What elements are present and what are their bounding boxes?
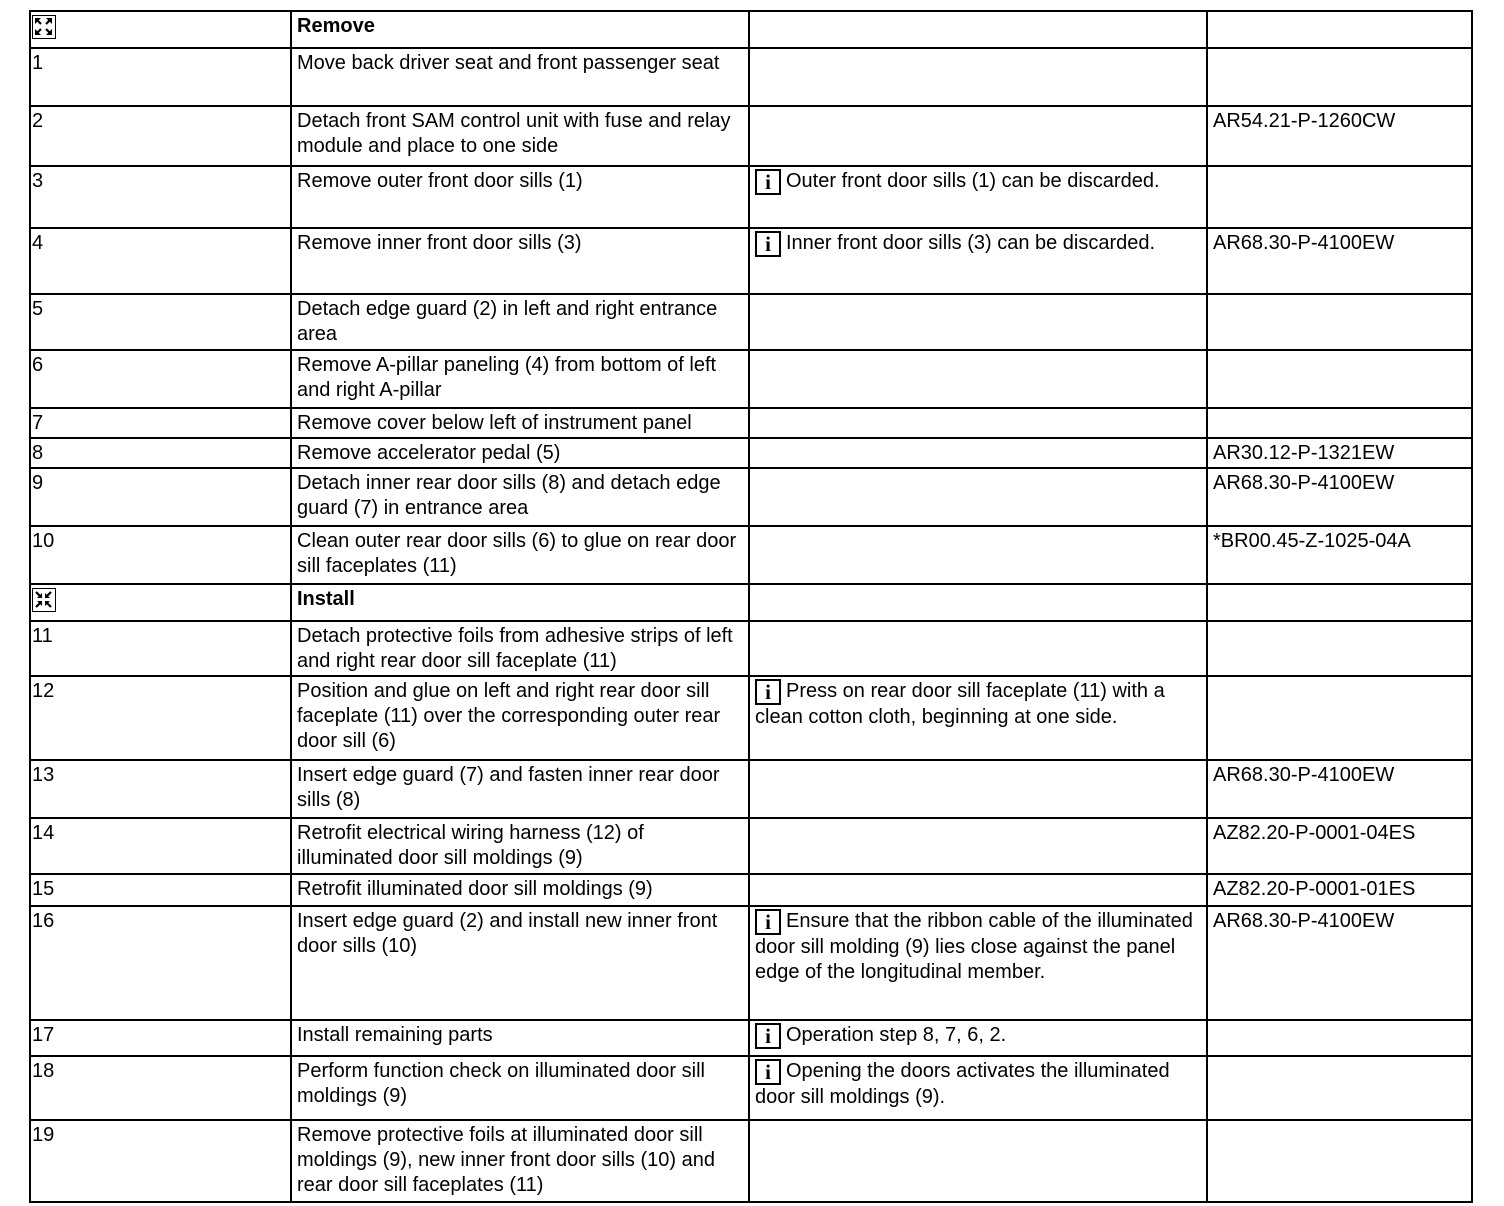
reference-link xyxy=(1207,166,1472,228)
reference-link[interactable]: AZ82.20-P-0001-04ES xyxy=(1207,818,1472,874)
step-number: 3 xyxy=(30,166,291,228)
table-row xyxy=(30,1020,1472,1056)
reference-link xyxy=(1207,1056,1472,1120)
reference-link[interactable]: *BR00.45-Z-1025-04A xyxy=(1207,526,1472,584)
reference-link[interactable]: AR68.30-P-4100EW xyxy=(1207,906,1472,1020)
step-text: Detach front SAM control unit with fuse and relay module and place to one side xyxy=(291,106,749,166)
step-number: 1 xyxy=(30,48,291,106)
step-number: 16 xyxy=(30,906,291,1020)
note-cell xyxy=(749,106,1207,166)
expand-arrows-icon xyxy=(32,15,56,39)
step-text: Install remaining parts xyxy=(291,1020,749,1056)
table-row xyxy=(30,1056,1472,1120)
table-row xyxy=(30,48,1472,106)
note-cell xyxy=(749,408,1207,438)
note-text: Outer front door sills (1) can be discarded. xyxy=(786,170,1160,192)
table-row xyxy=(30,350,1472,408)
reference-link[interactable]: AZ82.20-P-0001-01ES xyxy=(1207,874,1472,906)
step-text: Remove outer front door sills (1) xyxy=(291,166,749,228)
reference-link[interactable]: AR68.30-P-4100EW xyxy=(1207,760,1472,818)
collapse-arrows-icon xyxy=(32,588,56,612)
step-text: Detach edge guard (2) in left and right entrance area xyxy=(291,294,749,350)
step-number: 18 xyxy=(30,1056,291,1120)
ref-cell xyxy=(1207,11,1472,48)
note-text: Opening the doors activates the illuminated door sill moldings (9). xyxy=(755,1060,1170,1108)
step-number: 5 xyxy=(30,294,291,350)
step-text: Position and glue on left and right rear door sill faceplate (11) over the corresponding outer rear door sill (6) xyxy=(291,676,749,760)
note-cell xyxy=(749,11,1207,48)
step-text: Clean outer rear door sills (6) to glue on rear door sill faceplates (11) xyxy=(291,526,749,584)
note-cell xyxy=(749,166,1207,228)
info-icon: i xyxy=(755,679,781,705)
note-cell xyxy=(749,676,1207,760)
note-cell xyxy=(749,760,1207,818)
reference-link xyxy=(1207,676,1472,760)
note-cell xyxy=(749,438,1207,468)
step-text: Insert edge guard (2) and install new inner front door sills (10) xyxy=(291,906,749,1020)
step-number: 8 xyxy=(30,438,291,468)
step-text: Detach protective foils from adhesive strips of left and right rear door sill faceplate (11) xyxy=(291,621,749,676)
step-text: Retrofit electrical wiring harness (12) of illuminated door sill moldings (9) xyxy=(291,818,749,874)
table-row xyxy=(30,1120,1472,1202)
step-number: 17 xyxy=(30,1020,291,1056)
note-cell xyxy=(749,468,1207,526)
note-text: Ensure that the ribbon cable of the illuminated door sill molding (9) lies close against the panel edge of the longitudinal member. xyxy=(755,910,1193,983)
step-number: 12 xyxy=(30,676,291,760)
info-icon: i xyxy=(755,1023,781,1049)
reference-link xyxy=(1207,1120,1472,1202)
note-cell xyxy=(749,1020,1207,1056)
step-text: Insert edge guard (7) and fasten inner rear door sills (8) xyxy=(291,760,749,818)
step-number: 13 xyxy=(30,760,291,818)
table-row xyxy=(30,676,1472,760)
reference-link xyxy=(1207,621,1472,676)
step-number: 14 xyxy=(30,818,291,874)
info-icon: i xyxy=(755,909,781,935)
step-number: 7 xyxy=(30,408,291,438)
section-header-row xyxy=(30,584,1472,621)
step-number: 19 xyxy=(30,1120,291,1202)
reference-link xyxy=(1207,294,1472,350)
table-row xyxy=(30,438,1472,468)
procedure-table xyxy=(29,10,1473,1203)
note-text: Inner front door sills (3) can be discarded. xyxy=(786,232,1156,254)
step-text: Perform function check on illuminated door sill moldings (9) xyxy=(291,1056,749,1120)
table-row xyxy=(30,468,1472,526)
note-cell xyxy=(749,818,1207,874)
table-row xyxy=(30,106,1472,166)
reference-link[interactable]: AR68.30-P-4100EW xyxy=(1207,468,1472,526)
section-title: Remove xyxy=(291,11,749,48)
info-icon: i xyxy=(755,1059,781,1085)
ref-cell xyxy=(1207,584,1472,621)
note-cell xyxy=(749,294,1207,350)
step-text: Remove inner front door sills (3) xyxy=(291,228,749,294)
note-cell xyxy=(749,350,1207,408)
reference-link[interactable]: AR68.30-P-4100EW xyxy=(1207,228,1472,294)
step-number: 6 xyxy=(30,350,291,408)
section-header-row xyxy=(30,11,1472,48)
reference-link[interactable]: AR54.21-P-1260CW xyxy=(1207,106,1472,166)
reference-link xyxy=(1207,408,1472,438)
step-text: Remove accelerator pedal (5) xyxy=(291,438,749,468)
note-cell xyxy=(749,1120,1207,1202)
note-cell xyxy=(749,621,1207,676)
section-icon-cell xyxy=(30,584,291,621)
note-cell xyxy=(749,874,1207,906)
table-row xyxy=(30,294,1472,350)
table-row xyxy=(30,874,1472,906)
note-cell xyxy=(749,1056,1207,1120)
section-title: Install xyxy=(291,584,749,621)
table-row xyxy=(30,818,1472,874)
table-row xyxy=(30,621,1472,676)
table-row xyxy=(30,760,1472,818)
step-number: 9 xyxy=(30,468,291,526)
note-text: Press on rear door sill faceplate (11) with a clean cotton cloth, beginning at one side. xyxy=(755,680,1165,728)
section-icon-cell xyxy=(30,11,291,48)
table-row xyxy=(30,408,1472,438)
step-number: 15 xyxy=(30,874,291,906)
note-cell xyxy=(749,228,1207,294)
reference-link xyxy=(1207,350,1472,408)
reference-link[interactable]: AR30.12-P-1321EW xyxy=(1207,438,1472,468)
table-row xyxy=(30,526,1472,584)
note-cell xyxy=(749,584,1207,621)
note-cell xyxy=(749,526,1207,584)
step-text: Retrofit illuminated door sill moldings (9) xyxy=(291,874,749,906)
reference-link xyxy=(1207,1020,1472,1056)
step-text: Move back driver seat and front passenger seat xyxy=(291,48,749,106)
info-icon: i xyxy=(755,169,781,195)
note-text: Operation step 8, 7, 6, 2. xyxy=(786,1024,1007,1046)
step-number: 11 xyxy=(30,621,291,676)
step-number: 2 xyxy=(30,106,291,166)
table-row xyxy=(30,228,1472,294)
step-number: 4 xyxy=(30,228,291,294)
step-text: Detach inner rear door sills (8) and detach edge guard (7) in entrance area xyxy=(291,468,749,526)
step-number: 10 xyxy=(30,526,291,584)
step-text: Remove A-pillar paneling (4) from bottom of left and right A-pillar xyxy=(291,350,749,408)
note-cell xyxy=(749,48,1207,106)
step-text: Remove cover below left of instrument panel xyxy=(291,408,749,438)
table-row xyxy=(30,166,1472,228)
step-text: Remove protective foils at illuminated door sill moldings (9), new inner front door sills (10) and rear door sill faceplates (11) xyxy=(291,1120,749,1202)
info-icon: i xyxy=(755,231,781,257)
table-row xyxy=(30,906,1472,1020)
note-cell xyxy=(749,906,1207,1020)
reference-link xyxy=(1207,48,1472,106)
